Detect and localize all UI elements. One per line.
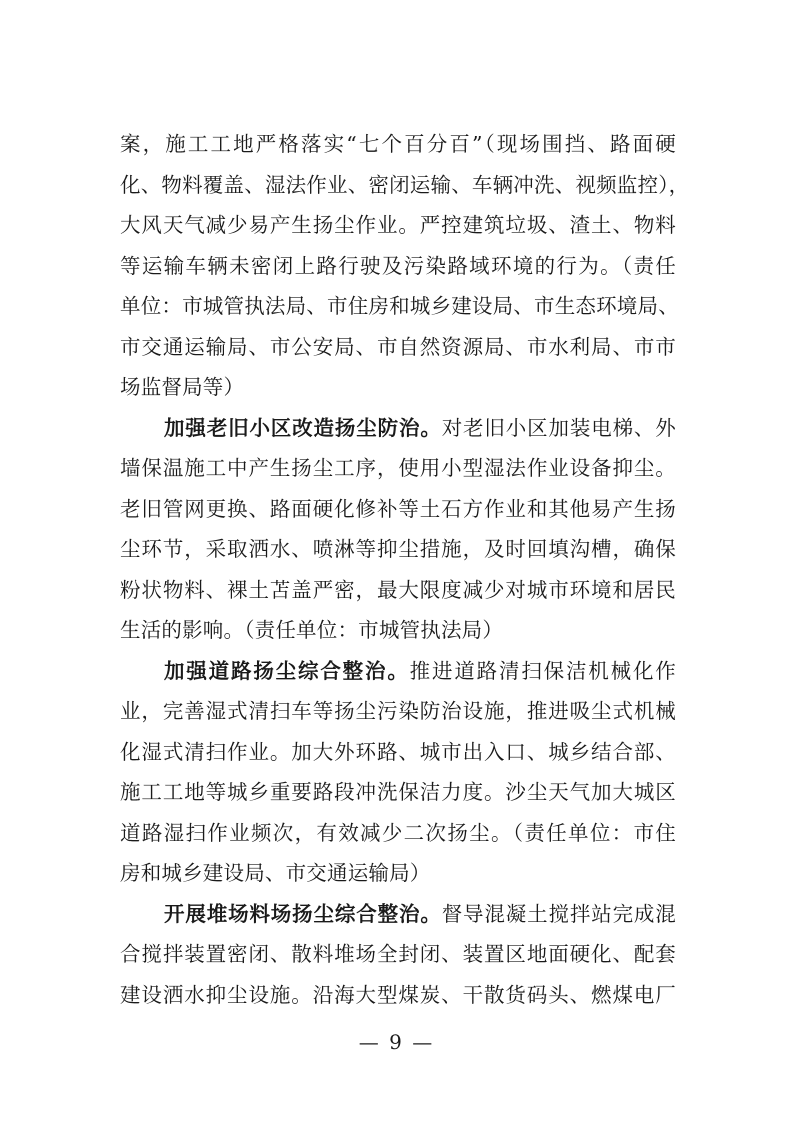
body-line	[120, 570, 676, 611]
body-line	[120, 894, 676, 935]
line-text: 推进道路清扫保洁机械化作	[409, 658, 677, 683]
line-text: 化湿式清扫作业。加大外环路、城市出入口、城乡结合部、	[120, 739, 676, 764]
paragraph-heading: 加强老旧小区改造扬尘防治。	[164, 415, 442, 440]
line-text: 案，施工工地严格落实“七个百分百”（现场围挡、路面硬	[120, 132, 676, 156]
line-text: 老旧管网更换、路面硬化修补等土石方作业和其他易产生扬	[120, 496, 676, 521]
line-text: 市交通运输局、市公安局、市自然资源局、市水利局、市市	[120, 334, 676, 359]
body-line	[120, 408, 676, 449]
body-line	[120, 651, 676, 692]
paragraph-heading: 加强道路扬尘综合整治。	[164, 658, 410, 683]
line-text: 化、物料覆盖、湿法作业、密闭运输、车辆冲洗、视频监控），	[120, 172, 690, 197]
body-line	[120, 367, 676, 408]
body-line	[120, 610, 676, 651]
body-line	[120, 732, 676, 773]
body-line	[120, 529, 676, 570]
body-line	[120, 165, 690, 206]
page-body	[120, 124, 690, 1015]
line-text: 对老旧小区加装电梯、外	[441, 415, 676, 440]
body-line	[120, 772, 676, 813]
line-text: 单位：市城管执法局、市住房和城乡建设局、市生态环境局、	[120, 294, 679, 318]
line-text: 合搅拌装置密闭、散料堆场全封闭、装置区地面硬化、配套	[120, 942, 676, 966]
line-text: 建设洒水抑尘设施。沿海大型煤炭、干散货码头、燃煤电厂	[120, 982, 676, 1007]
body-line	[120, 489, 676, 530]
body-line	[120, 691, 676, 732]
body-line	[120, 853, 676, 894]
body-line	[120, 205, 676, 246]
body-line	[120, 124, 676, 165]
line-text: 生活的影响。（责任单位：市城管执法局）	[120, 618, 504, 642]
paragraph-heading: 开展堆场料场扬尘综合整治。	[164, 901, 442, 926]
body-line	[120, 286, 679, 327]
line-text: 大风天气减少易产生扬尘作业。严控建筑垃圾、渣土、物料	[120, 213, 676, 237]
line-text: 墙保温施工中产生扬尘工序，使用小型湿法作业设备抑尘。	[120, 456, 676, 480]
body-line	[120, 934, 676, 975]
line-text: 等运输车辆未密闭上路行驶及污染路域环境的行为。（责任	[120, 253, 676, 278]
page-number: — 9 —	[358, 1030, 435, 1054]
line-text: 场监督局等）	[120, 375, 245, 399]
line-text: 房和城乡建设局、市交通运输局）	[120, 861, 431, 885]
line-text: 道路湿扫作业频次，有效减少二次扬尘。（责任单位：市住	[120, 820, 676, 845]
body-line	[120, 327, 676, 368]
line-text: 施工工地等城乡重要路段冲洗保洁力度。沙尘天气加大城区	[120, 780, 676, 804]
body-line	[120, 246, 676, 287]
line-text: 督导混凝土搅拌站完成混	[441, 901, 676, 926]
line-text: 业，完善湿式清扫车等扬尘污染防治设施，推进吸尘式机械	[120, 699, 676, 723]
line-text: 尘环节，采取洒水、喷淋等抑尘措施，及时回填沟槽，确保	[120, 537, 676, 561]
line-text: 粉状物料、裸土苫盖严密，最大限度减少对城市环境和居民	[120, 577, 676, 602]
body-line	[120, 975, 676, 1016]
body-line	[120, 813, 676, 854]
body-line	[120, 448, 676, 489]
